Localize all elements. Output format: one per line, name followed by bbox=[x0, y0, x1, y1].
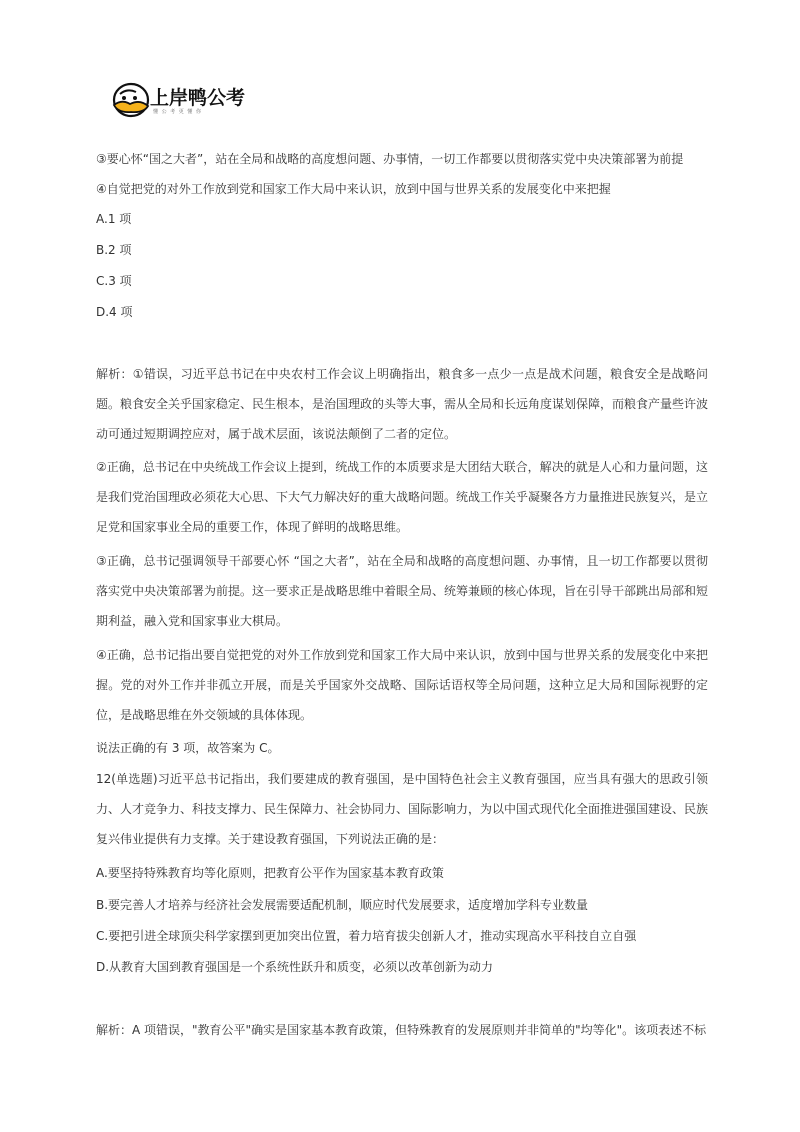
q12-option-b: B.要完善人才培养与经济社会发展需要适配机制，顺应时代发展要求，适度增加学科专业数量 bbox=[96, 898, 589, 912]
q12-option-a: A.要坚持特殊教育均等化原则，把教育公平作为国家基本教育政策 bbox=[96, 866, 444, 880]
analysis-paragraph-4: ④正确，总书记指出要自觉把党的对外工作放到党和国家工作大局中来认识，放到中国与世界关系的发展变化中来把握。党的对外工作并非孤立开展，而是关乎国家外交战略、国际话语权等全局问题，这种立足大局和国际视野的定位，是战略思维在外交领域的具体体现。 bbox=[96, 648, 708, 722]
option-c: C.3 项 bbox=[96, 274, 132, 288]
duck-logo-icon bbox=[110, 79, 150, 119]
brand-logo bbox=[110, 79, 250, 121]
option-d: D.4 项 bbox=[96, 305, 133, 319]
q12-option-d: D.从教育大国到教育强国是一个系统性跃升和质变，必须以改革创新为动力 bbox=[96, 960, 494, 974]
question-12-stem: 12(单选题)习近平总书记指出，我们要建成的教育强国，是中国特色社会主义教育强国，应当具有强大的思政引领力、人才竞争力、科技支撑力、民生保障力、社会协同力、国际影响力，为以中国式现代化全面推进强国建设、民族复兴伟业提供有力支撑。关于建设教育强国，下列说法正确的是： bbox=[96, 772, 709, 846]
analysis-paragraph-2: ②正确，总书记在中央统战工作会议上提到，统战工作的本质要求是大团结大联合，解决的就是人心和力量问题，这是我们党治国理政必须花大心思、下大气力解决好的重大战略问题。统战工作关乎凝聚各方力量推进民族复兴，是立足党和国家事业全局的重要工作，体现了鲜明的战略思维。 bbox=[96, 460, 709, 534]
q12-analysis-start: 解析：A 项错误，"教育公平"确实是国家基本教育政策，但特殊教育的发展原则并非简单的"均等化"。该项表述不标 bbox=[96, 1023, 707, 1037]
option-b: B.2 项 bbox=[96, 243, 132, 257]
option-a: A.1 项 bbox=[96, 212, 132, 226]
analysis-conclusion: 说法正确的有 3 项，故答案为 C。 bbox=[96, 741, 280, 755]
analysis-paragraph-3: ③正确，总书记强调领导干部要心怀 “国之大者”，站在全局和战略的高度想问题、办事情，且一切工作都要以贯彻落实党中央决策部署为前提。这一要求正是战略思维中着眼全局、统筹兼顾的核心体现，旨在引导干部跳出局部和短期利益，融入党和国家事业大棋局。 bbox=[96, 554, 709, 628]
analysis-paragraph-1: 解析：①错误，习近平总书记在中央农村工作会议上明确指出，粮食多一点少一点是战术问题，粮食安全是战略问题。粮食安全关乎国家稳定、民生根本，是治国理政的头等大事，需从全局和长远角度谋划保障，而粮食产量些许波动可通过短期调控应对，属于战术层面，该说法颠倒了二者的定位。 bbox=[96, 367, 709, 441]
q12-option-c: C.要把引进全球顶尖科学家摆到更加突出位置，着力培育拔尖创新人才，推动实现高水平科技自立自强 bbox=[96, 929, 637, 943]
statement-4: ④自觉把党的对外工作放到党和国家工作大局中来认识，放到中国与世界关系的发展变化中来把握 bbox=[96, 182, 611, 196]
brand-name: 上岸鸭公考 bbox=[150, 87, 246, 109]
brand-slogan: 懂 公 考 更 懂 你 bbox=[153, 109, 202, 115]
statement-3: ③要心怀“国之大者”，站在全局和战略的高度想问题、办事情，一切工作都要以贯彻落实党中央决策部署为前提 bbox=[96, 152, 684, 166]
